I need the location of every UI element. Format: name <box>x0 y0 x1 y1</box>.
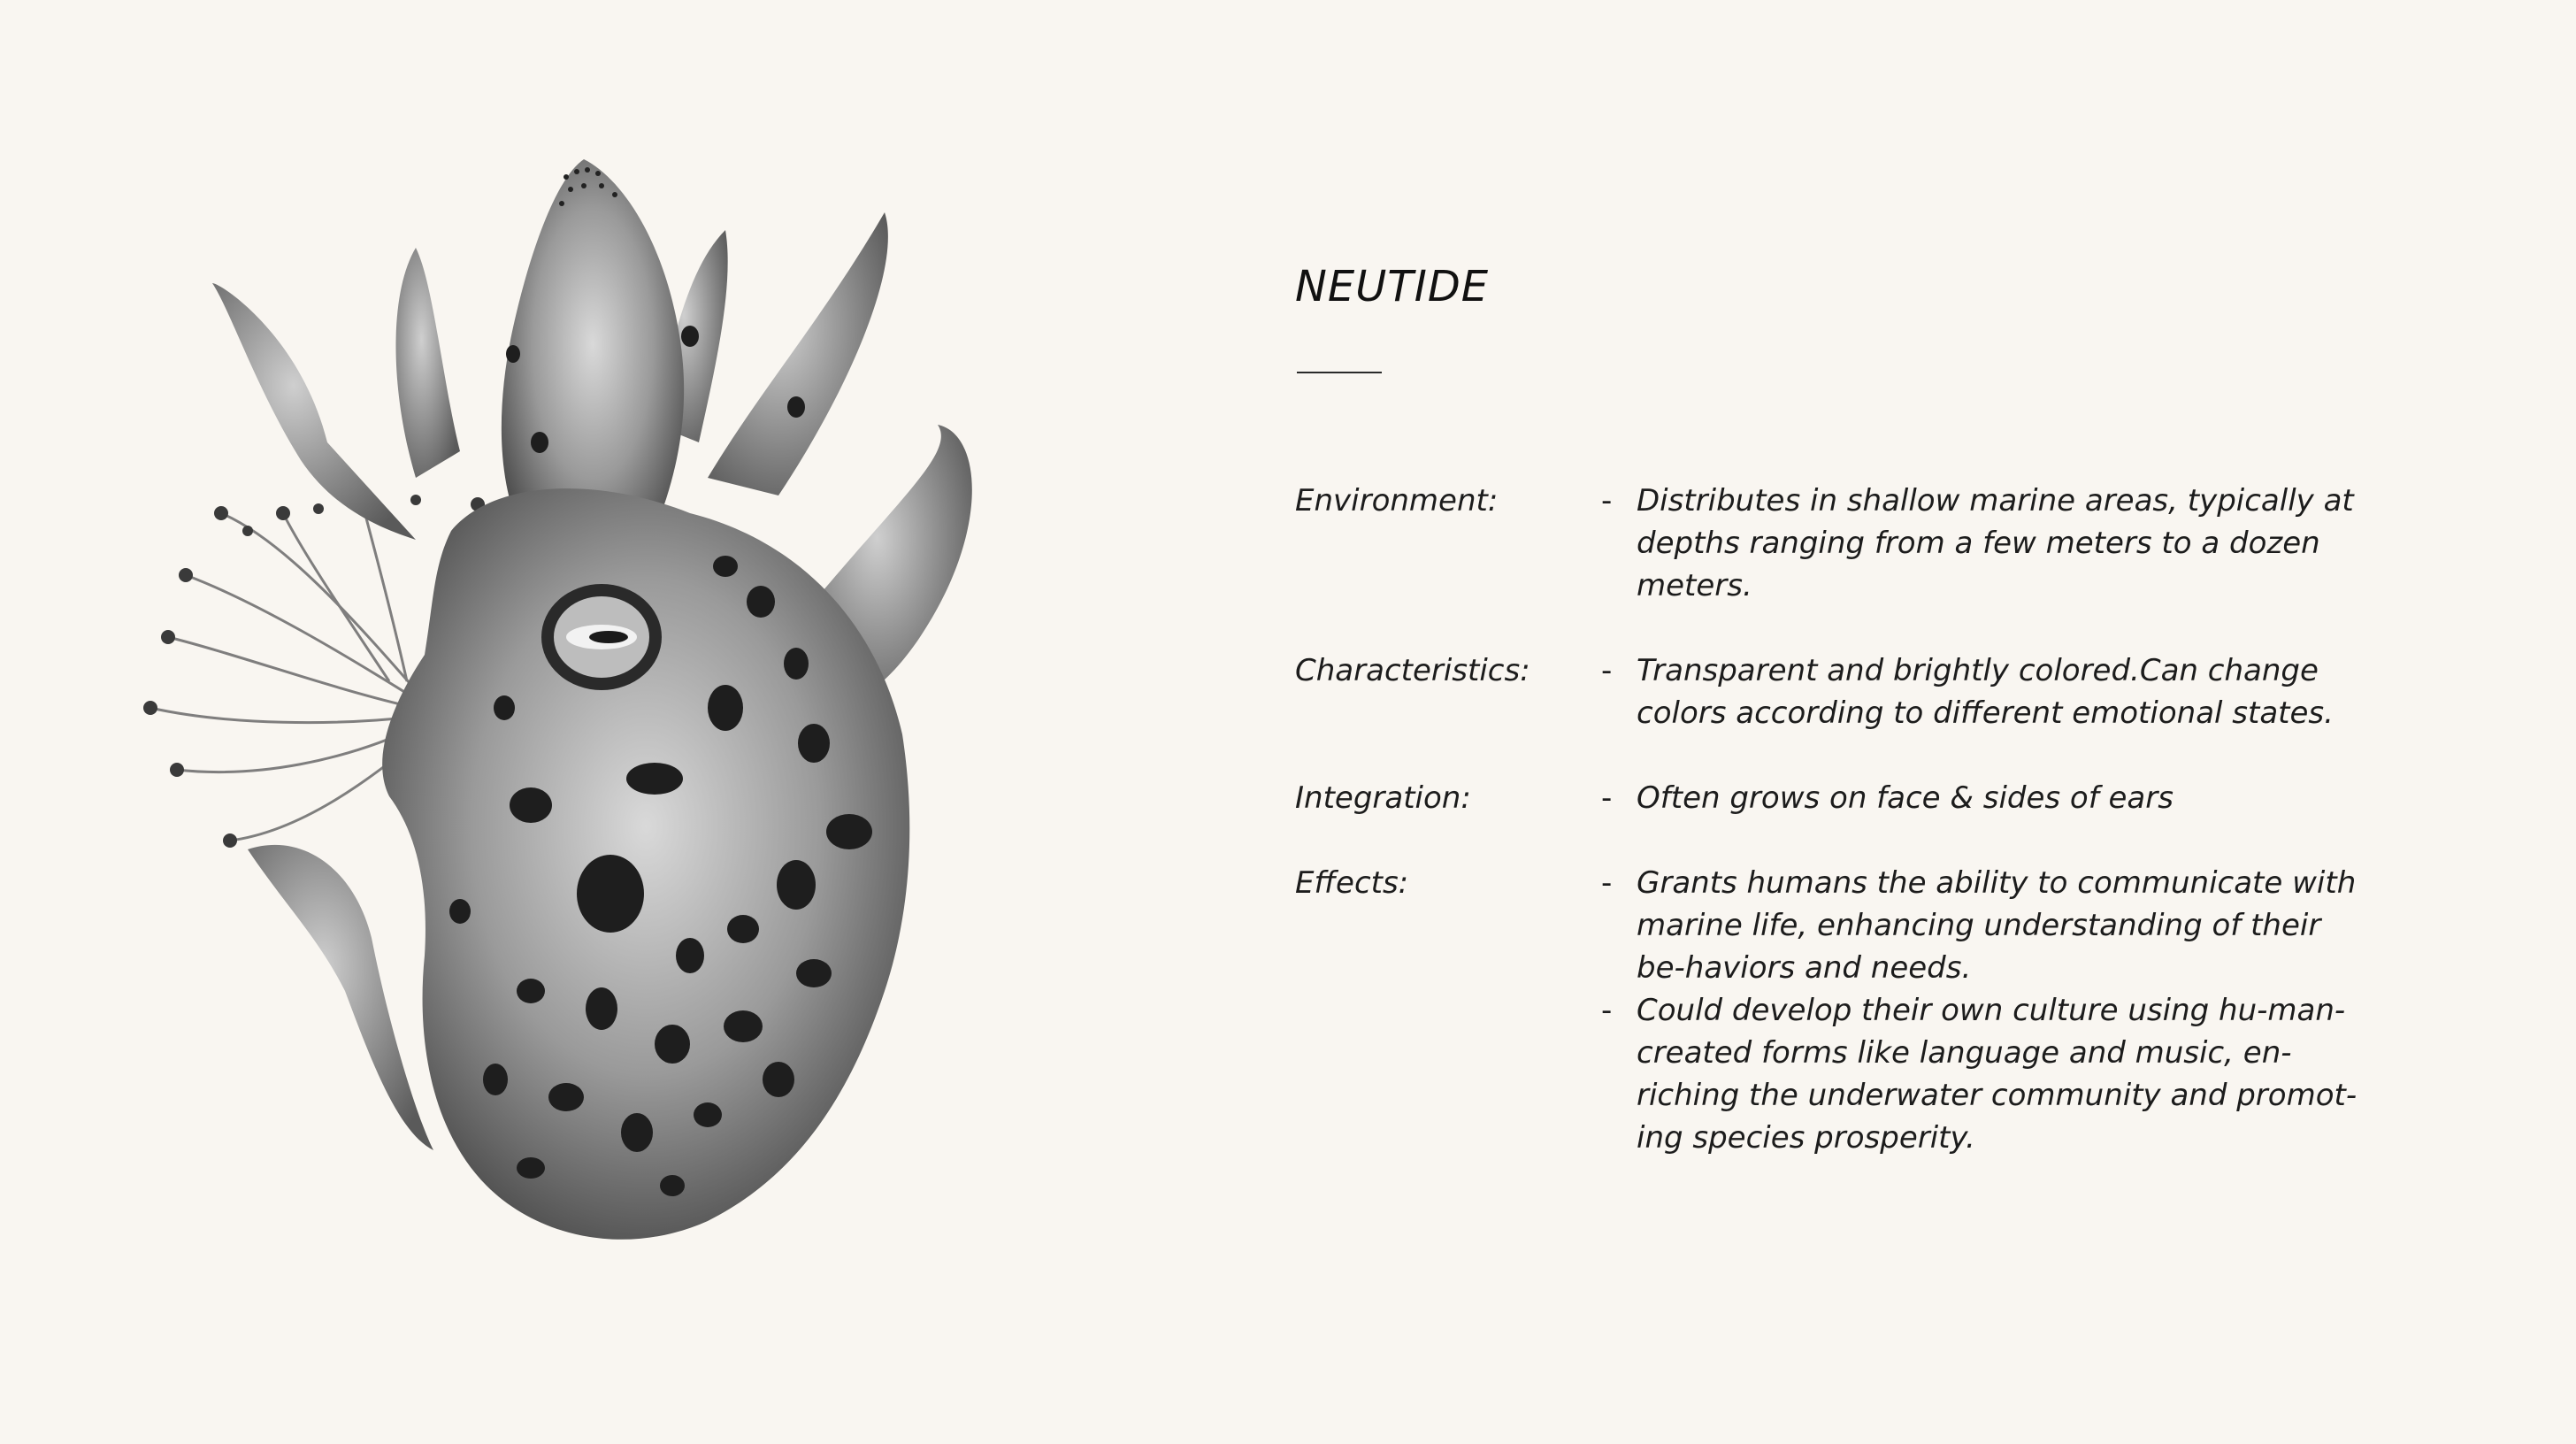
attribute-item <box>1601 480 2480 607</box>
attribute-label: Integration: <box>1295 780 1471 816</box>
dash-bullet: - <box>1601 483 1613 518</box>
attribute-label: Effects: <box>1295 865 1409 901</box>
attribute-list <box>1295 480 2480 1202</box>
attribute-items <box>1601 649 2480 734</box>
attribute-label: Characteristics: <box>1295 653 1530 688</box>
page-title: NEUTIDE <box>1295 262 1490 311</box>
attribute-items <box>1601 862 2480 1159</box>
attribute-item <box>1601 649 2480 734</box>
attribute-row-characteristics <box>1295 649 2480 734</box>
creature-illustration <box>124 159 973 1274</box>
attribute-row-effects <box>1295 862 2480 1159</box>
title-divider <box>1297 372 1382 373</box>
attribute-text: Often grows on face & sides of ears <box>1637 780 2174 816</box>
attribute-row-integration <box>1295 777 2480 819</box>
attribute-text: Could develop their own culture using hu-man-created forms like language and music, en-riching the underwater community and promot-ing species prosperity. <box>1637 993 2358 1156</box>
attribute-label: Environment: <box>1295 483 1499 518</box>
dash-bullet: - <box>1601 653 1613 688</box>
dash-bullet: - <box>1601 865 1613 901</box>
attribute-item <box>1601 989 2480 1159</box>
attribute-row-environment <box>1295 480 2480 607</box>
attribute-text: Distributes in shallow marine areas, typically at depths ranging from a few meters to a dozen meters. <box>1637 483 2354 603</box>
attribute-text: Grants humans the ability to communicate with marine life, enhancing understanding of their be-haviors and needs. <box>1637 865 2357 986</box>
description-panel <box>1295 0 2480 1444</box>
attribute-items <box>1601 480 2480 607</box>
attribute-item <box>1601 777 2480 819</box>
dash-bullet: - <box>1601 780 1613 816</box>
dash-bullet: - <box>1601 993 1613 1028</box>
creature-drawing <box>124 159 973 1274</box>
attribute-text: Transparent and brightly colored.Can change colors according to different emotional states. <box>1637 653 2334 731</box>
attribute-item <box>1601 862 2480 989</box>
attribute-items <box>1601 777 2480 819</box>
